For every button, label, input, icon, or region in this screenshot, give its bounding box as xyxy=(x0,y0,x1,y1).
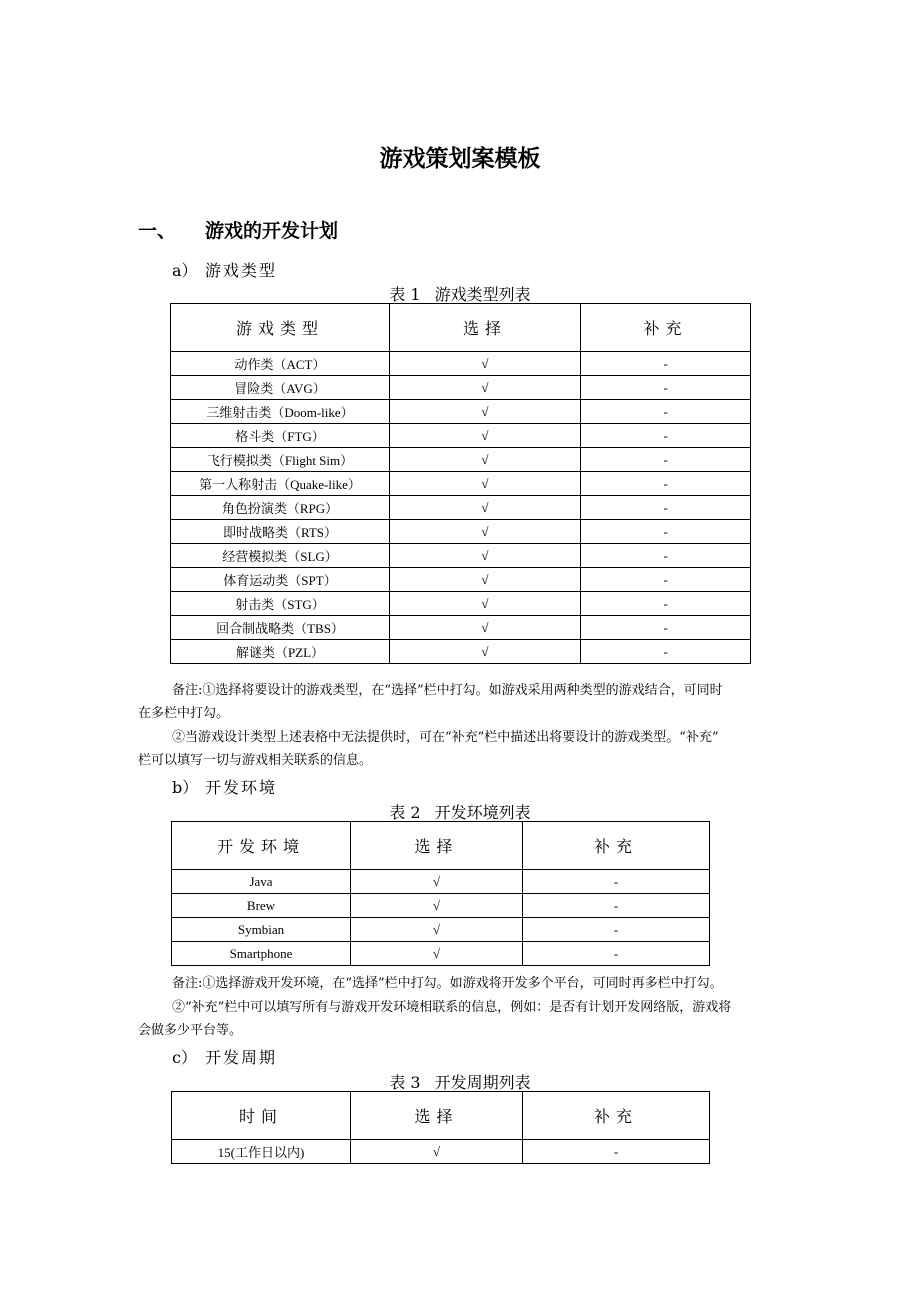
cell-select: √ xyxy=(351,942,523,966)
cell-extra: - xyxy=(581,400,751,424)
cell-select: √ xyxy=(390,496,581,520)
table1-caption-title: 游戏类型列表 xyxy=(434,285,531,304)
table-row xyxy=(172,1140,710,1164)
table3-header-select: 选择 xyxy=(351,1092,523,1140)
cell-extra: - xyxy=(523,894,710,918)
cell-extra: - xyxy=(581,496,751,520)
table-row xyxy=(172,894,710,918)
cell-type: 回合制战略类（TBS） xyxy=(171,616,390,640)
cell-extra: - xyxy=(581,424,751,448)
table-row xyxy=(171,376,751,400)
cell-extra: - xyxy=(523,918,710,942)
table1-note1-line1: 备注:①选择将要设计的游戏类型，在“选择”栏中打勾。如游戏采用两种类型的游戏结合，可同时 xyxy=(172,683,723,698)
table-row xyxy=(171,520,751,544)
cell-extra: - xyxy=(523,942,710,966)
subsection-a-letter: a） xyxy=(172,261,198,280)
cell-extra: - xyxy=(523,870,710,894)
cell-select: √ xyxy=(390,616,581,640)
cell-type: 第一人称射击（Quake-like） xyxy=(171,472,390,496)
table1-header-extra: 补充 xyxy=(581,304,751,352)
cell-extra: - xyxy=(523,1140,710,1164)
table1-header-type: 游戏类型 xyxy=(171,304,390,352)
table2-header-extra: 补充 xyxy=(523,822,710,870)
cell-select: √ xyxy=(351,1140,523,1164)
table2-header-env: 开发环境 xyxy=(172,822,351,870)
table2-caption xyxy=(0,800,920,823)
table-row xyxy=(171,400,751,424)
dev-cycle-table xyxy=(171,1091,710,1164)
table2-note1: 备注:①选择游戏开发环境，在“选择”栏中打勾。如游戏将开发多个平台，可同时再多栏中打勾。 xyxy=(172,976,723,991)
table-row xyxy=(171,616,751,640)
subsection-c-letter: c） xyxy=(172,1048,197,1067)
cell-extra: - xyxy=(581,592,751,616)
cell-type: 体育运动类（SPT） xyxy=(171,568,390,592)
table1-note2-line1: ②当游戏设计类型上述表格中无法提供时，可在“补充”栏中描述出将要设计的游戏类型。“补充” xyxy=(172,730,719,745)
cell-select: √ xyxy=(390,520,581,544)
subsection-b-title: 开发环境 xyxy=(205,778,278,797)
table3-caption-title: 开发周期列表 xyxy=(434,1073,531,1092)
cell-type: 角色扮演类（RPG） xyxy=(171,496,390,520)
cell-type: 冒险类（AVG） xyxy=(171,376,390,400)
table3-caption xyxy=(0,1070,920,1093)
cell-extra: - xyxy=(581,568,751,592)
table1-note2-line2: 栏可以填写一切与游戏相关联系的信息。 xyxy=(138,753,373,768)
cell-env: Brew xyxy=(172,894,351,918)
cell-extra: - xyxy=(581,520,751,544)
table-row xyxy=(171,472,751,496)
cell-type: 动作类（ACT） xyxy=(171,352,390,376)
table1-header-select: 选择 xyxy=(390,304,581,352)
cell-select: √ xyxy=(390,448,581,472)
cell-select: √ xyxy=(390,400,581,424)
section-title: 游戏的开发计划 xyxy=(205,220,339,242)
table-row xyxy=(171,448,751,472)
cell-extra: - xyxy=(581,352,751,376)
cell-extra: - xyxy=(581,616,751,640)
cell-type: 即时战略类（RTS） xyxy=(171,520,390,544)
cell-type: 经营模拟类（SLG） xyxy=(171,544,390,568)
cell-select: √ xyxy=(351,918,523,942)
cell-select: √ xyxy=(351,870,523,894)
table2-note2-line2: 会做多少平台等。 xyxy=(138,1023,243,1038)
table1-caption xyxy=(0,282,920,305)
table-row xyxy=(172,870,710,894)
cell-env: Symbian xyxy=(172,918,351,942)
table1-note1-line2: 在多栏中打勾。 xyxy=(138,706,230,721)
cell-extra: - xyxy=(581,544,751,568)
subsection-c-title: 开发周期 xyxy=(205,1048,278,1067)
cell-env: Java xyxy=(172,870,351,894)
cell-env: Smartphone xyxy=(172,942,351,966)
cell-extra: - xyxy=(581,448,751,472)
cell-time: 15(工作日以内) xyxy=(172,1140,351,1164)
section-number: 一、 xyxy=(138,220,177,242)
subsection-b-letter: b） xyxy=(172,778,199,797)
cell-select: √ xyxy=(390,640,581,664)
game-type-table xyxy=(170,303,751,664)
table2-header-row xyxy=(172,822,710,870)
table-row xyxy=(172,918,710,942)
table-row xyxy=(171,352,751,376)
table-row xyxy=(171,640,751,664)
cell-select: √ xyxy=(390,376,581,400)
table-row xyxy=(171,424,751,448)
table2-caption-label: 表 2 xyxy=(389,803,421,822)
dev-environment-table xyxy=(171,821,710,966)
table3-header-time: 时间 xyxy=(172,1092,351,1140)
table1-caption-label: 表 1 xyxy=(389,285,421,304)
cell-select: √ xyxy=(390,544,581,568)
subsection-a-title: 游戏类型 xyxy=(205,261,278,280)
table-row xyxy=(171,544,751,568)
table2-header-select: 选择 xyxy=(351,822,523,870)
cell-extra: - xyxy=(581,376,751,400)
table3-header-extra: 补充 xyxy=(523,1092,710,1140)
document-title: 游戏策划案模板 xyxy=(379,146,541,172)
cell-type: 射击类（STG） xyxy=(171,592,390,616)
table-row xyxy=(171,592,751,616)
cell-extra: - xyxy=(581,640,751,664)
table3-header-row xyxy=(172,1092,710,1140)
cell-select: √ xyxy=(390,352,581,376)
cell-type: 飞行模拟类（Flight Sim） xyxy=(171,448,390,472)
table2-caption-title: 开发环境列表 xyxy=(434,803,531,822)
cell-select: √ xyxy=(390,472,581,496)
cell-type: 三维射击类（Doom-like） xyxy=(171,400,390,424)
table-row xyxy=(172,942,710,966)
cell-type: 解谜类（PZL） xyxy=(171,640,390,664)
table-row xyxy=(171,568,751,592)
cell-type: 格斗类（FTG） xyxy=(171,424,390,448)
cell-extra: - xyxy=(581,472,751,496)
table1-header-row xyxy=(171,304,751,352)
cell-select: √ xyxy=(390,592,581,616)
table-row xyxy=(171,496,751,520)
cell-select: √ xyxy=(351,894,523,918)
cell-select: √ xyxy=(390,568,581,592)
cell-select: √ xyxy=(390,424,581,448)
table3-caption-label: 表 3 xyxy=(389,1073,421,1092)
table2-note2-line1: ②“补充”栏中可以填写所有与游戏开发环境相联系的信息，例如：是否有计划开发网络版，游戏将 xyxy=(172,1000,732,1015)
